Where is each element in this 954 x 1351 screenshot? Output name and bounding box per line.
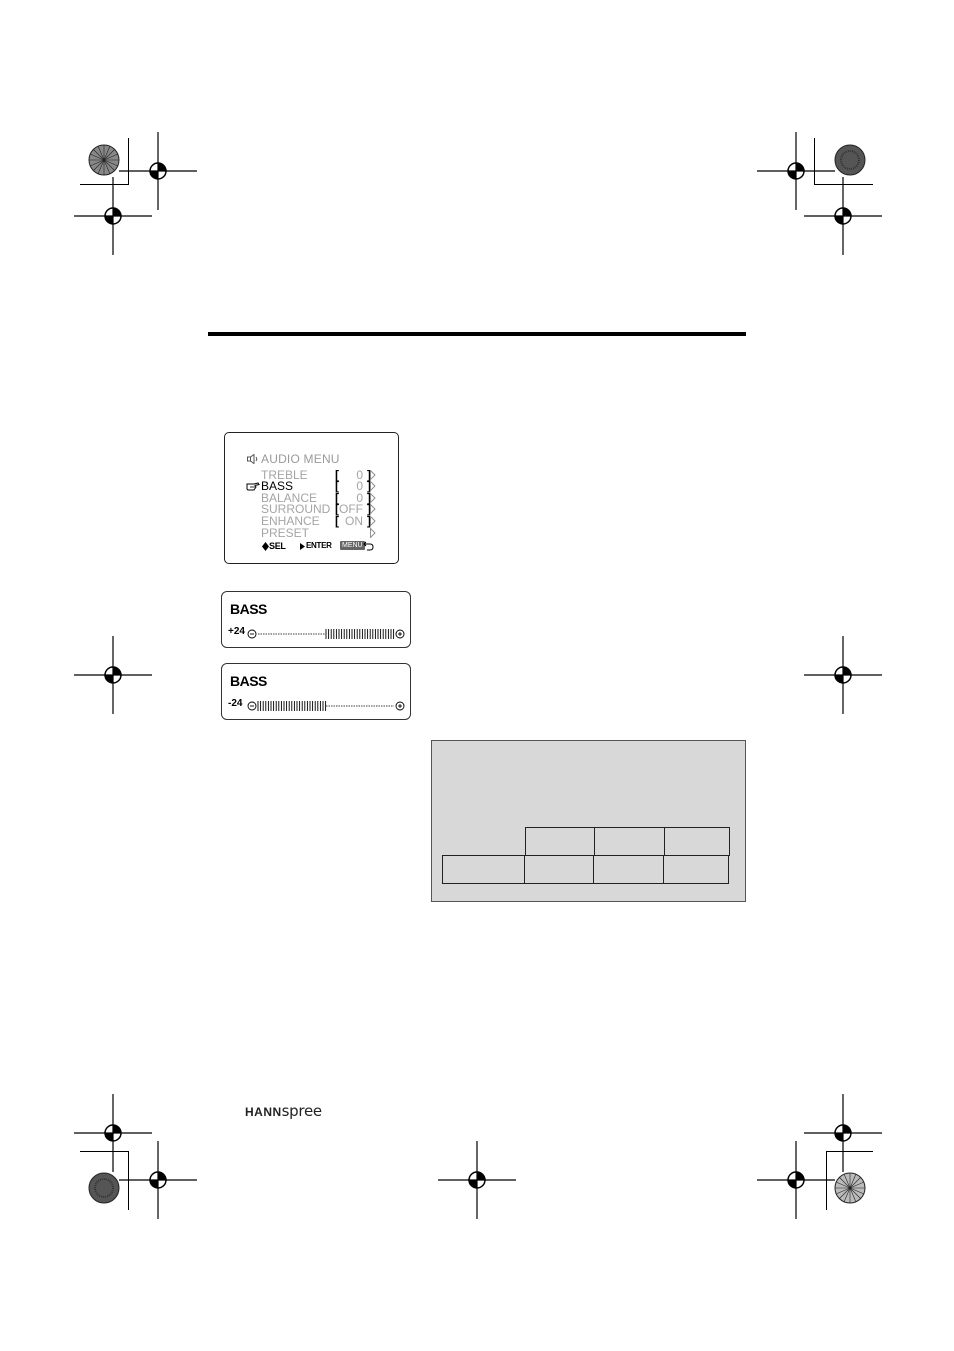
color-wheel-icon: [834, 144, 866, 176]
note-table: [525, 827, 730, 856]
table-cell: [443, 856, 525, 884]
return-icon: [363, 540, 374, 551]
color-wheel-icon: [88, 1172, 120, 1204]
audio-menu-osd: [224, 432, 399, 564]
table-cell: [526, 828, 595, 856]
arrow-right-icon: [370, 516, 376, 526]
registration-mark-icon: [757, 1141, 835, 1219]
bass-slider-min: [221, 663, 411, 720]
play-icon: [300, 543, 305, 550]
bass-bar: [222, 664, 410, 719]
enhance-value: [ ON ]: [335, 514, 371, 528]
registration-mark-icon: [438, 1141, 516, 1219]
table-cell: [665, 828, 730, 856]
menu-title: AUDIO MENU: [261, 452, 340, 466]
registration-mark-icon: [74, 636, 152, 714]
balance-value: [ 0 ]: [335, 491, 371, 505]
bass-label: BASS: [230, 673, 267, 689]
note-table: [442, 855, 729, 884]
logo-bold: HANN: [245, 1105, 282, 1119]
arrow-right-icon: [370, 493, 376, 503]
bass-slider-max: [221, 591, 411, 648]
bass-level: +24: [228, 626, 245, 637]
arrow-right-icon: [370, 528, 376, 538]
logo-light: spree: [281, 1102, 322, 1120]
registration-mark-icon: [804, 177, 882, 255]
table-cell: [525, 856, 594, 884]
arrow-right-icon: [370, 481, 376, 491]
color-wheel-icon: [88, 144, 120, 176]
menu-item-surround[interactable]: SURROUND: [261, 502, 331, 516]
menu-item-balance[interactable]: BALANCE: [261, 491, 318, 505]
arrow-right-icon: [370, 504, 376, 514]
registration-mark-icon: [74, 177, 152, 255]
color-wheel-icon: [834, 1172, 866, 1204]
hannspree-logo: [245, 1102, 322, 1121]
table-row: [526, 828, 730, 856]
footer-sel-label: SEL: [269, 541, 286, 551]
menu-item-treble[interactable]: TREBLE: [261, 468, 308, 482]
menu-item-bass[interactable]: BASS: [261, 479, 294, 493]
bass-label: BASS: [230, 601, 267, 617]
up-down-icon: [262, 542, 269, 551]
table-cell: [664, 856, 729, 884]
table-cell: [595, 828, 665, 856]
footer-enter-label: ENTER: [306, 541, 332, 550]
bass-level: -24: [228, 698, 243, 709]
table-row: [443, 856, 729, 884]
note-panel: [431, 740, 746, 902]
registration-mark-icon: [804, 636, 882, 714]
menu-item-enhance[interactable]: ENHANCE: [261, 514, 320, 528]
pointer-hand-icon: [246, 481, 260, 492]
bass-bar: [222, 592, 410, 647]
speaker-icon: [247, 454, 259, 464]
treble-value: [ 0 ]: [335, 468, 371, 482]
menu-item-preset[interactable]: PRESET: [261, 526, 310, 540]
header-rule: [208, 332, 746, 336]
arrow-right-icon: [370, 470, 376, 480]
footer-menu-chip: MENU: [342, 542, 363, 549]
bass-value: [ 0 ]: [335, 479, 371, 493]
registration-mark-icon: [119, 1141, 197, 1219]
surround-value: [ OFF ]: [335, 502, 371, 516]
table-cell: [594, 856, 664, 884]
